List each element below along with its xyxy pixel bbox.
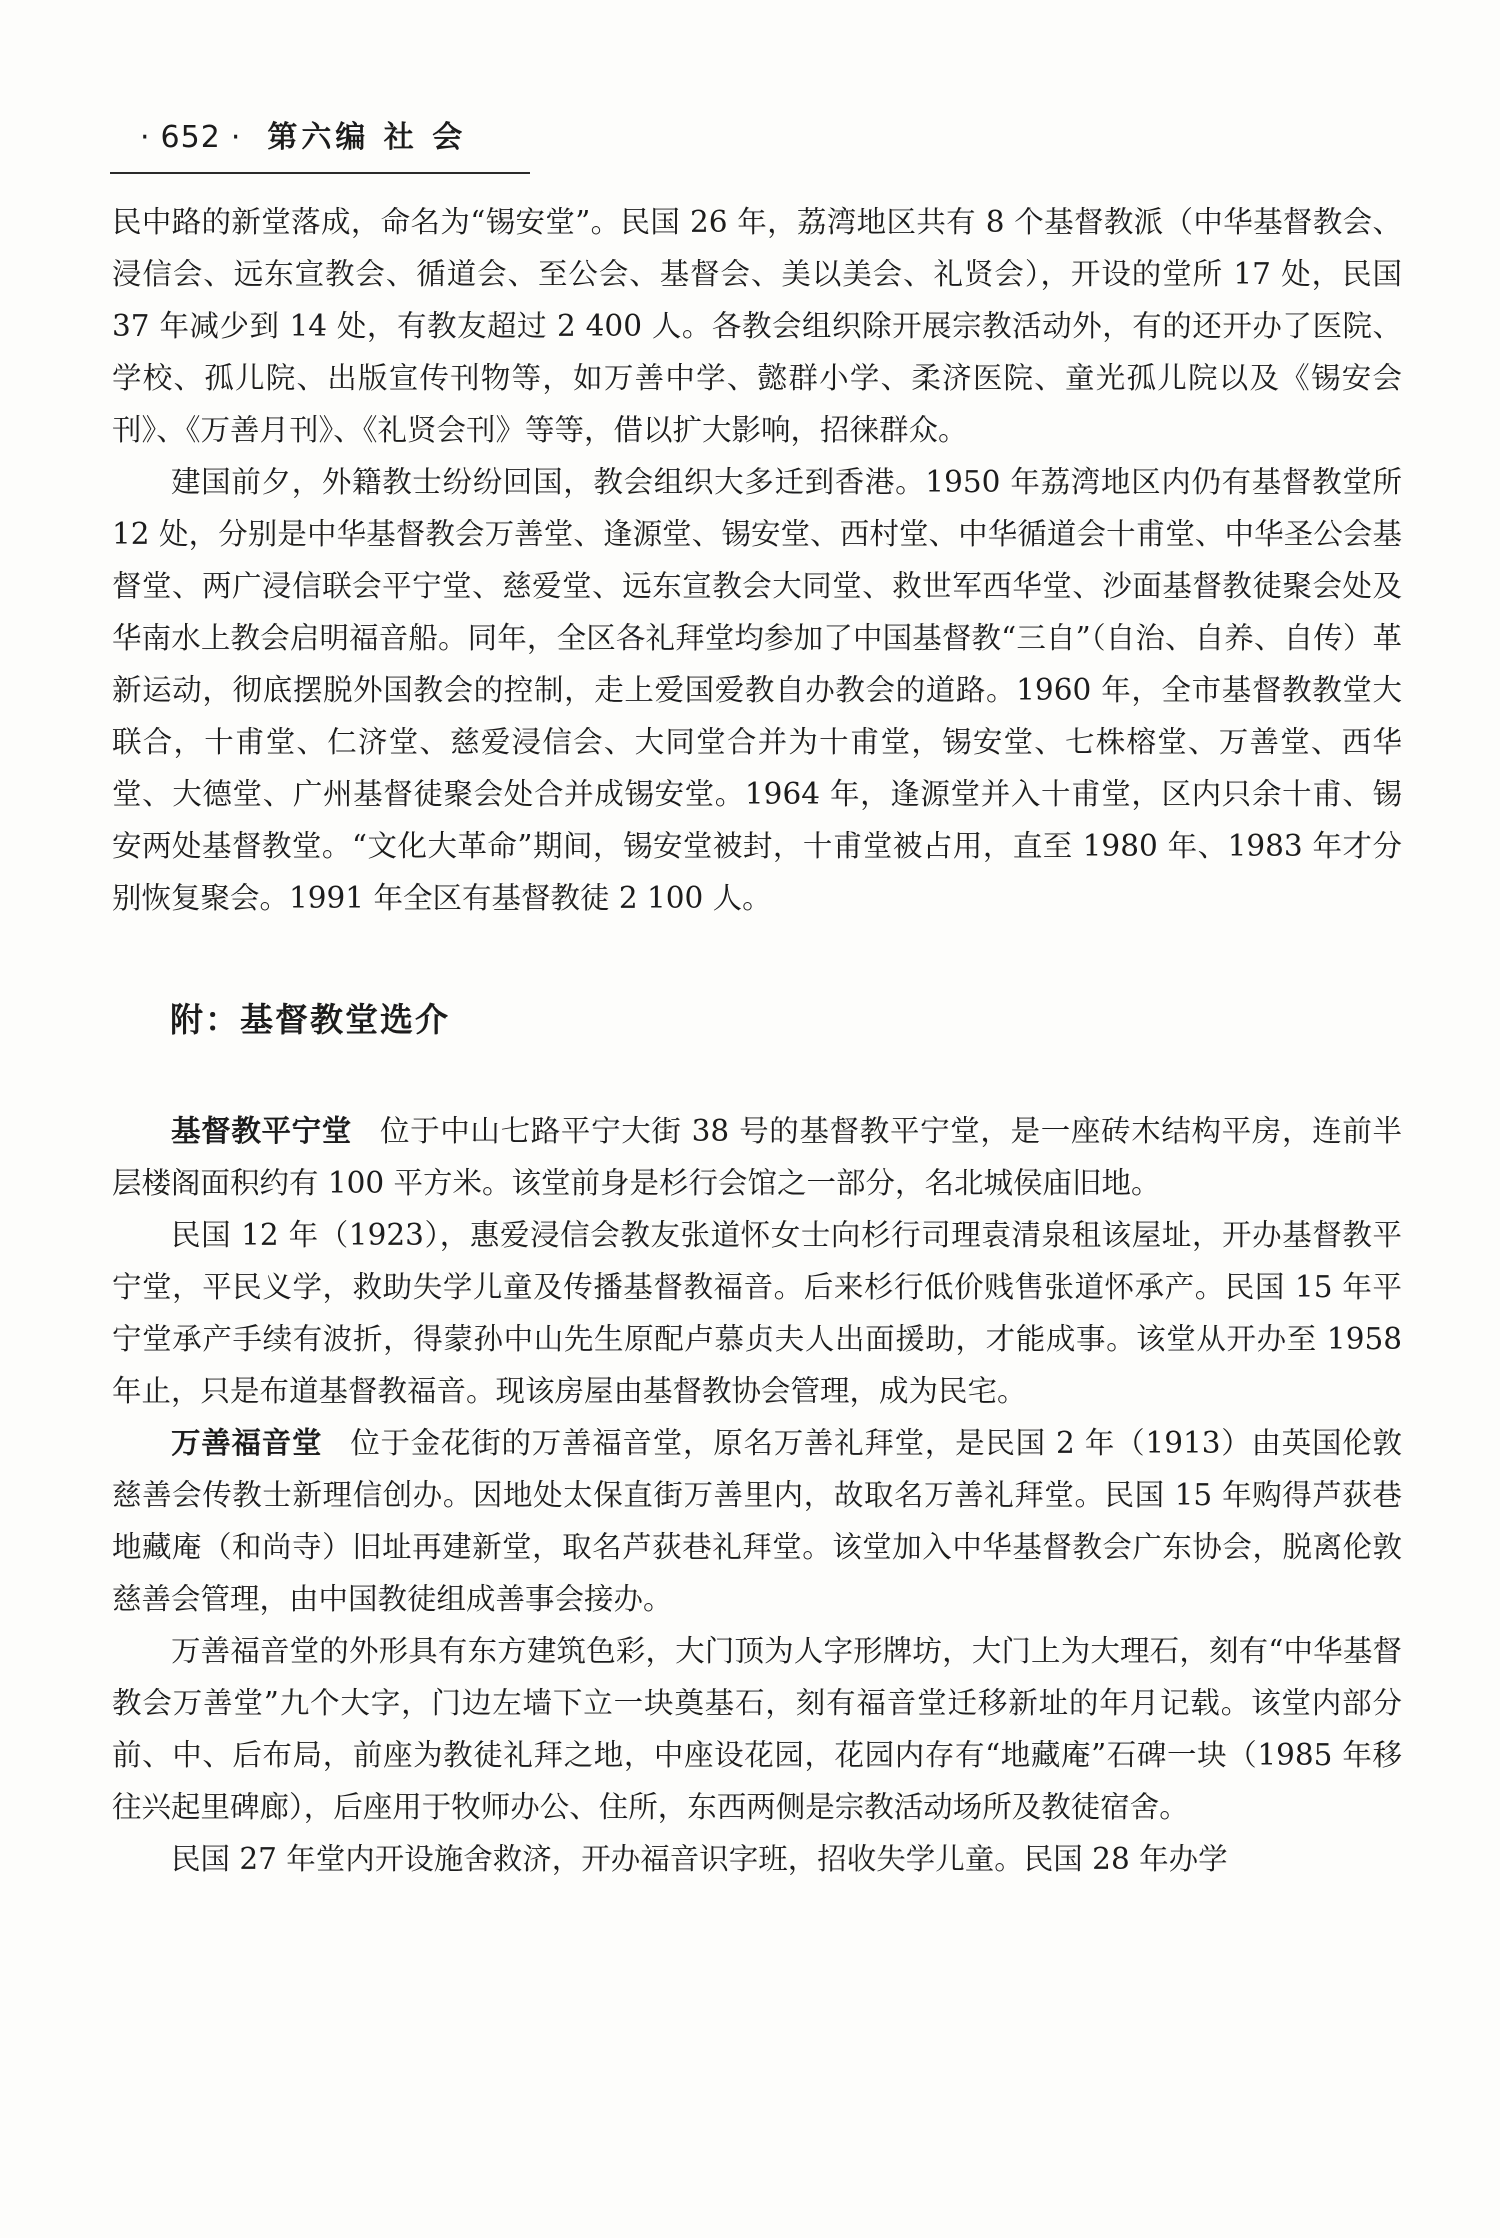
entry-text: 位于中山七路平宁大街 38 号的基督教平宁堂，是一座砖木结构平房，连前半层楼阁面积约有 100 平方米。该堂前身是杉行会馆之一部分，名北城侯庙旧地。 [112,1114,1402,1200]
entry-text: 位于金花街的万善福音堂，原名万善礼拜堂，是民国 2 年（1913）由英国伦敦慈善会传教士新理信创办。因地处太保直街万善里内，故取名万善礼拜堂。民国 15 年购得芦荻巷地藏庵（和尚寺）旧址再建新堂，取名芦荻巷礼拜堂。该堂加入中华基督教会广东协会，脱离伦敦慈善会管理，由中国教徒组成善事会接办。 [112,1426,1402,1616]
section-title: 第六编 社 会 [267,120,467,155]
paragraph: 民国 27 年堂内开设施舍救济，开办福音识字班，招收失学儿童。民国 28 年办学 [171,1842,1228,1876]
paragraph: 万善福音堂的外形具有东方建筑色彩，大门顶为人字形牌坊，大门上为大理石，刻有“中华基督教会万善堂”九个大字，门边左墙下立一块奠基石，刻有福音堂迁移新址的年月记载。该堂内部分前、中、后布局，前座为教徒礼拜之地，中座设花园，花园内存有“地藏庵”石碑一块（1985 年移往兴起里碑廊），后座用于牧师办公、住所，东西两侧是宗教活动场所及教徒宿舍。 [112,1634,1402,1824]
page-body [112,196,1402,1885]
entry-title-pingning: 基督教平宁堂 [171,1114,352,1148]
paragraph: 民中路的新堂落成，命名为“锡安堂”。民国 26 年，荔湾地区共有 8 个基督教派（中华基督教会、浸信会、远东宣教会、循道会、至公会、基督会、美以美会、礼贤会），开设的堂所 17 处，民国 37 年减少到 14 处，有教友超过 2 400 人。各教会组织除开展宗教活动外，有的还开办了医院、学校、孤儿院、出版宣传刊物等，如万善中学、懿群小学、柔济医院、童光孤儿院以及《锡安会刊》、《万善月刊》、《礼贤会刊》等等，借以扩大影响，招徕群众。 [112,205,1402,447]
paragraph: 民国 12 年（1923），惠爱浸信会教友张道怀女士向杉行司理袁清泉租该屋址，开办基督教平宁堂，平民义学，救助失学儿童及传播基督教福音。后来杉行低价贱售张道怀承产。民国 15 年平宁堂承产手续有波折，得蒙孙中山先生原配卢慕贞夫人出面援助，才能成事。该堂从开办至 1958 年止，只是布道基督教福音。现该房屋由基督教协会管理，成为民宅。 [112,1218,1402,1408]
page-number: 652 [160,120,221,155]
entry-wanshan-intro [112,1417,1402,1625]
page-header: · 652 · 第六编 社 会 [140,120,467,155]
header-rule [110,172,530,174]
paragraph: 建国前夕，外籍教士纷纷回国，教会组织大多迁到香港。1950 年荔湾地区内仍有基督教堂所 12 处，分别是中华基督教会万善堂、逢源堂、锡安堂、西村堂、中华循道会十甫堂、中华圣公会基督堂、两广浸信联会平宁堂、慈爱堂、远东宣教会大同堂、救世军西华堂、沙面基督教徒聚会处及华南水上教会启明福音船。同年，全区各礼拜堂均参加了中国基督教“三自”（自治、自养、自传）革新运动，彻底摆脱外国教会的控制，走上爱国爱教自办教会的道路。1960 年，全市基督教教堂大联合，十甫堂、仁济堂、慈爱浸信会、大同堂合并为十甫堂，锡安堂、七株榕堂、万善堂、西华堂、大德堂、广州基督徒聚会处合并成锡安堂。1964 年，逢源堂并入十甫堂，区内只余十甫、锡安两处基督教堂。“文化大革命”期间，锡安堂被封，十甫堂被占用，直至 1980 年、1983 年才分别恢复聚会。1991 年全区有基督教徒 2 100 人。 [112,465,1402,915]
entry-pingning-intro [112,1105,1402,1209]
entry-title-wanshan: 万善福音堂 [171,1426,323,1460]
appendix-heading: 附：基督教堂选介 [170,1000,450,1039]
